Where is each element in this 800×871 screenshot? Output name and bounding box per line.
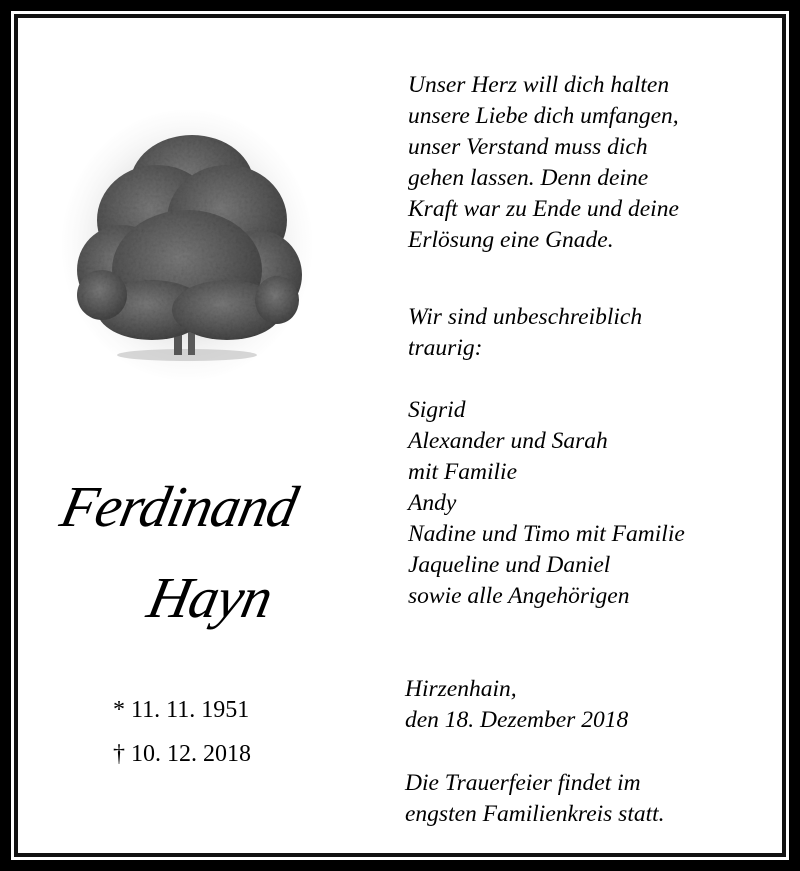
poem-line: Unser Herz will dich halten (408, 72, 670, 98)
poem-line: gehen lassen. Denn deine (408, 165, 649, 191)
birth-date: * 11. 11. 1951 (113, 697, 250, 723)
mourners-list (408, 395, 685, 612)
mourning-intro (408, 302, 642, 364)
mourner-item: mit Familie (408, 459, 517, 485)
poem-line: Kraft war zu Ende und deine (408, 196, 679, 222)
deceased-first-name (55, 472, 342, 542)
poem-line: unser Verstand muss dich (408, 134, 648, 160)
intro-line: Wir sind unbeschreiblich (408, 304, 643, 330)
mourner-item: sowie alle Angehörigen (408, 583, 630, 609)
first-name-text: Ferdinand (55, 474, 303, 539)
mourner-item: Sigrid (408, 397, 466, 423)
deceased-last-name (120, 563, 300, 633)
mourner-item: Nadine und Timo mit Familie (408, 521, 685, 547)
service-line: Die Trauerfeier findet im (405, 770, 641, 796)
mourner-item: Andy (408, 490, 457, 516)
poem-verse (408, 70, 679, 256)
tree-icon (62, 110, 312, 380)
place-line: Hirzenhain, (405, 676, 517, 702)
service-line: engsten Familienkreis statt. (405, 801, 665, 827)
poem-line: Erlösung eine Gnade. (408, 227, 614, 253)
mourner-item: Alexander und Sarah (408, 428, 608, 454)
poem-line: unsere Liebe dich umfangen, (408, 103, 679, 129)
date-line: den 18. Dezember 2018 (405, 707, 629, 733)
mourner-item: Jaqueline und Daniel (408, 552, 611, 578)
place-and-date (405, 674, 628, 736)
intro-line: traurig: (408, 335, 483, 361)
funeral-service-note (405, 768, 665, 830)
death-date: † 10. 12. 2018 (113, 741, 251, 767)
life-dates (113, 688, 251, 776)
last-name-text: Hayn (142, 565, 278, 630)
